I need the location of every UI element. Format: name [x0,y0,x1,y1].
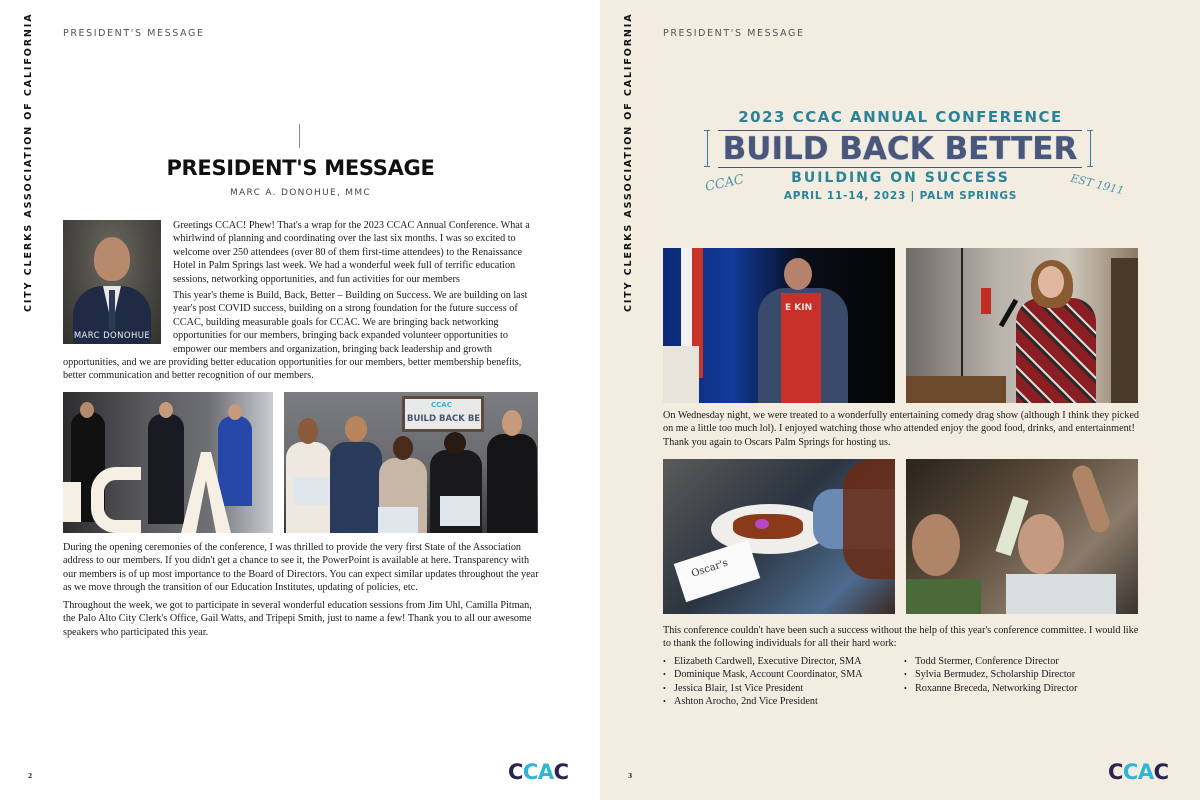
figure-head [228,404,242,420]
figure-head [80,402,94,418]
raised-arm [1070,463,1113,536]
banner-date-location: APRIL 11-14, 2023 | PALM SPRINGS [783,190,1018,202]
list-item: • Todd Stermer, Conference Director [904,655,1077,668]
photo-speaker-stage [663,248,895,403]
dimension-marker-right [1087,130,1093,167]
figure-woman-black [148,414,184,524]
fire-extinguisher [981,288,991,314]
banner-theme: BUILD BACK BETTER [718,130,1082,168]
curly-hair [843,459,895,579]
napkin-text: Oscar's [690,557,730,580]
figure-head [159,402,173,418]
dimension-marker-left [704,130,710,167]
intro-text-block [63,219,545,386]
logo-letter: C [1108,760,1123,784]
side-organization-text: CITY CLERKS ASSOCIATION OF CALIFORNIA [623,12,634,312]
list-item: • Dominique Mask, Account Coordinator, SMA [663,668,863,681]
figure-head [393,436,413,460]
logo-letters: CA [1122,760,1154,784]
ccac-logo [1108,760,1169,784]
byline: MARC A. DONOHUE, MMC [229,188,371,198]
list-item: • Jessica Blair, 1st Vice President [663,682,863,695]
hotel-sign-podium [1111,258,1138,403]
marquee-letter-partial [63,482,81,522]
ccac-logo [508,760,569,784]
tripod-stand [961,248,963,388]
certificate [294,477,330,505]
figure-head [298,418,318,444]
figure-head [1038,266,1064,298]
shirt-text: E KIN [785,303,813,313]
photo-speaker-microphone [906,248,1138,403]
figure-head-smiling [1018,514,1064,574]
sign-text: BUILD BACK BE [407,414,481,424]
figure-head [345,416,367,442]
logo-letter: C [1153,760,1169,784]
list-item: • Sylvia Bermudez, Scholarship Director [904,668,1077,681]
photo-ccac-marquee-letters [63,392,273,533]
marquee-letter-c [91,467,141,533]
paragraph-greeting: Greetings CCAC! Phew! That's a wrap for the 2023 CCAC Annual Conference. What a whirlwind of planning and coordinating over the last six months. I was so excited to welcome over 250 attendees (over 80 of them first-time attendees) to the Renaissance Hotel in Palm Springs last week. We had a wonderful week full of terrific education sessions, networking opportunities, and fun activities for our members [173,220,530,285]
banner-script-est: EST 1911 [1069,171,1126,198]
table [906,376,1006,403]
napkin [674,540,761,602]
sign-logo: CCAC [431,401,452,409]
photo-food-plate [663,459,895,614]
portrait-caption: MARC DONOHUE [73,331,151,341]
logo-letters: CA [522,760,554,784]
figure-woman-blue [218,416,252,506]
portrait-wrap-spacer [63,219,173,347]
conference-sign-board [402,396,484,432]
list-item: • Ashton Arocho, 2nd Vice President [663,695,863,708]
page-number: 3 [628,773,633,780]
page-title: PRESIDENT'S MESSAGE [166,156,435,180]
banner-conference-title: 2023 CCAC ANNUAL CONFERENCE [738,108,1063,126]
figure-green-shirt [906,579,981,614]
running-head: PRESIDENT'S MESSAGE [663,28,805,39]
figure-red-shirt [781,293,821,403]
committee-list-right [904,655,1077,695]
figure-head [444,432,466,454]
title-divider [299,124,300,148]
list-item: • Roxanne Breceda, Networking Director [904,682,1077,695]
photo-award-recipients [284,392,538,533]
logo-letter: C [508,760,523,784]
side-organization-text: CITY CLERKS ASSOCIATION OF CALIFORNIA [23,12,34,312]
page-number: 2 [28,773,33,780]
running-head: PRESIDENT'S MESSAGE [63,28,205,39]
podium [663,346,699,403]
figure-man-suit [487,434,537,533]
figure-head [502,410,522,436]
figure-woman-navy [330,442,382,533]
banner-subtitle: BUILDING ON SUCCESS [791,170,1010,186]
figure-head [784,258,812,290]
committee-list-left [663,655,863,709]
certificate [378,507,418,533]
certificate [440,496,480,526]
paragraph-thank-committee: This conference couldn't have been such a success without the help of this year's conference committee. I would like to thank the following individuals for all their hard work: [663,625,1139,650]
list-item: • Elizabeth Cardwell, Executive Director, SMA [663,655,863,668]
figure-head-glasses [912,514,960,576]
paragraph-drag-show: On Wednesday night, we were treated to a wonderfully entertaining comedy drag show (although I think they picked on me a little too much lol). I enjoyed watching those who attended enjoy the good food, drinks, and entertainment! Thank you again to Oscars Palm Springs for hosting us. [663,410,1139,448]
orchid-garnish [755,519,769,529]
paragraph-state-of-association: During the opening ceremonies of the conference, I was thrilled to provide the very first State of the Association address to our members. If you didn't get a chance to see it, the PowerPoint is available at here. Transparency with our members is of up most importance to the Board of Directors. You can expect similar updates throughout the year as we move through the transition of our Education Institutes, updating of policies, etc. [63,542,539,594]
figure-plaid-dress [1016,298,1096,403]
paragraph-education-sessions: Throughout the week, we got to participate in several wonderful education sessions from Jim Uhl, Camilla Pitman, the Palo Alto City Clerk's Office, Gail Watts, and Tripepi Smith, just to name a few! Thank you to all our awesome speakers who participated this year. [63,600,532,638]
photo-crowd-cheering [906,459,1138,614]
banner-script-ccac: CCAC [703,172,746,195]
paragraph-theme: This year's theme is Build, Back, Better – Building on Success. We are building on last year's post COVID success, building on a strong foundation for the future success of CCAC, building measurable goals for CCAC. We are bringing back networking opportunities for our members, bringing back expanded volunteer opportunities to empower our members and organization, bringing back leadership and growth opportunities, and we are providing better education opportunities for our members, better membership benefits, better communication and better recognition of our members. [63,290,528,382]
logo-letter: C [553,760,569,784]
figure-white-shirt [1006,574,1116,614]
